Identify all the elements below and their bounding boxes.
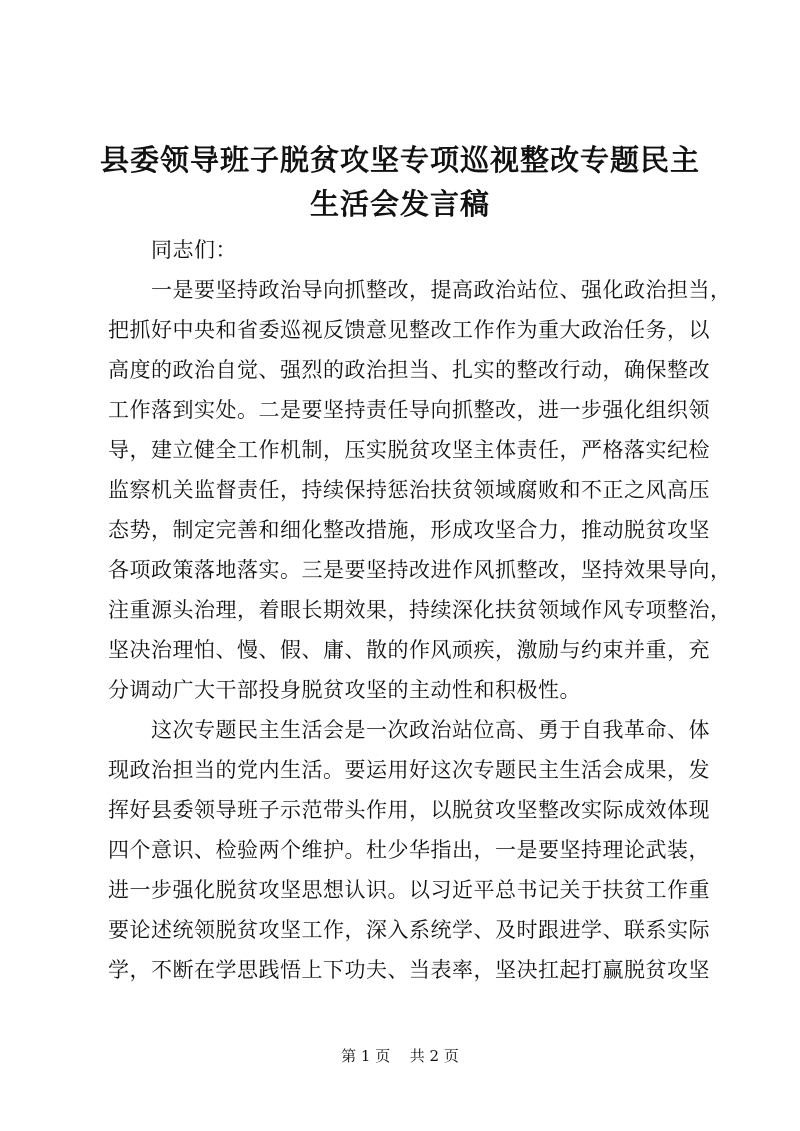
body-line: 监察机关监督责任，持续保持惩治扶贫领域腐败和不正之风高压 bbox=[108, 478, 710, 502]
page-total: 共 2 页 bbox=[409, 1047, 459, 1065]
body-line: 挥好县委领导班子示范带头作用，以脱贫攻坚整改实际成效体现 bbox=[108, 798, 710, 822]
title-line-1: 县委领导班子脱贫攻坚专项巡视整改专题民主 bbox=[99, 143, 700, 177]
body-line: 把抓好中央和省委巡视反馈意见整改工作作为重大政治任务，以 bbox=[108, 318, 710, 342]
page-number: 第 1 页 bbox=[341, 1047, 391, 1065]
body-line: 高度的政治自觉、强烈的政治担当、扎实的整改行动，确保整改 bbox=[108, 358, 710, 382]
body-line: 一是要坚持政治导向抓整改，提高政治站位、强化政治担当， bbox=[108, 278, 732, 302]
document-body bbox=[108, 230, 732, 990]
document-title bbox=[80, 138, 720, 226]
page-footer bbox=[0, 1046, 800, 1066]
body-line: 这次专题民主生活会是一次政治站位高、勇于自我革命、体 bbox=[108, 718, 710, 742]
body-line: 注重源头治理，着眼长期效果，持续深化扶贫领域作风专项整治， bbox=[108, 598, 732, 622]
body-line: 要论述统领脱贫攻坚工作，深入系统学、及时跟进学、联系实际 bbox=[108, 918, 710, 942]
title-line-2: 生活会发言稿 bbox=[309, 187, 490, 221]
body-line: 导，建立健全工作机制，压实脱贫攻坚主体责任，严格落实纪检 bbox=[108, 438, 710, 462]
body-line: 工作落到实处。二是要坚持责任导向抓整改，进一步强化组织领 bbox=[108, 398, 710, 422]
body-line: 进一步强化脱贫攻坚思想认识。以习近平总书记关于扶贫工作重 bbox=[108, 878, 710, 902]
body-line: 分调动广大干部投身脱贫攻坚的主动性和积极性。 bbox=[108, 678, 581, 702]
body-line: 同志们： bbox=[108, 238, 237, 262]
body-line: 各项政策落地落实。三是要坚持改进作风抓整改，坚持效果导向， bbox=[108, 558, 732, 582]
body-line: 坚决治理怕、慢、假、庸、散的作风顽疾，激励与约束并重，充 bbox=[108, 638, 710, 662]
body-line: 态势，制定完善和细化整改措施，形成攻坚合力，推动脱贫攻坚 bbox=[108, 518, 710, 542]
body-line: 四个意识、检验两个维护。杜少华指出，一是要坚持理论武装， bbox=[108, 838, 710, 862]
body-line: 现政治担当的党内生活。要运用好这次专题民主生活会成果，发 bbox=[108, 758, 710, 782]
body-line: 学，不断在学思践悟上下功夫、当表率，坚决扛起打赢脱贫攻坚 bbox=[108, 958, 710, 982]
